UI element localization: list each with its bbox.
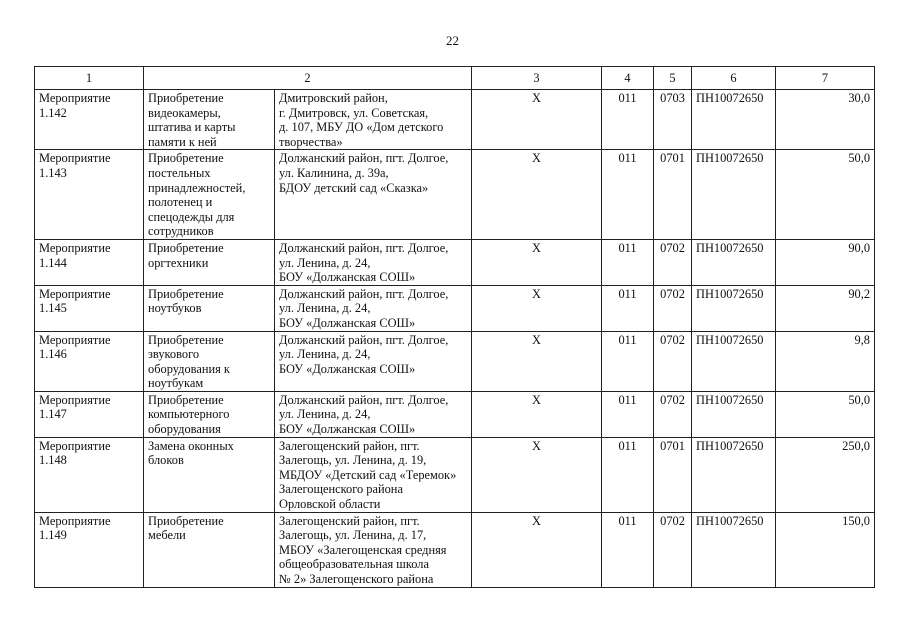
target-code-cell: ПН10072650 [692,331,776,391]
address-cell-line: ул. Ленина, д. 24, [279,347,371,362]
header-col-4: 4 [602,67,654,90]
event-cell-line: 1.142 [39,105,67,120]
description-cell [144,391,275,437]
description-cell-line: Приобретение [148,332,224,347]
target-code-cell: ПН10072650 [692,437,776,512]
amount-cell: 9,8 [776,331,875,391]
event-cell-line: Мероприятие [39,332,111,347]
target-code-cell: ПН10072650 [692,285,776,331]
event-cell [35,437,144,512]
event-cell [35,512,144,587]
address-cell-line: Орловской области [279,497,381,512]
x-mark-cell: Х [472,391,602,437]
header-col-3: 3 [472,67,602,90]
address-cell-line: ул. Калинина, д. 39а, [279,165,389,180]
event-cell-line: Мероприятие [39,240,111,255]
description-cell-line: Приобретение [148,240,224,255]
grbs-code-cell: 011 [602,90,654,150]
address-cell-line: творчества» [279,134,343,149]
description-cell-line: полотенец и [148,195,213,210]
event-cell [35,239,144,285]
address-cell-line: БОУ «Должанская СОШ» [279,270,416,285]
event-cell-line: 1.149 [39,528,67,543]
event-cell [35,391,144,437]
x-mark-cell: Х [472,239,602,285]
description-cell-line: блоков [148,453,184,468]
amount-cell: 50,0 [776,391,875,437]
target-code-cell: ПН10072650 [692,90,776,150]
grbs-code-cell: 011 [602,331,654,391]
x-mark-cell: Х [472,437,602,512]
address-cell [275,239,472,285]
address-cell-line: Залегощенского района [279,482,403,497]
target-code-cell: ПН10072650 [692,150,776,240]
event-cell-line: 1.143 [39,165,67,180]
address-cell [275,90,472,150]
description-cell-line: штатива и карты [148,120,236,135]
description-cell [144,90,275,150]
grbs-code-cell: 011 [602,285,654,331]
target-code-cell: ПН10072650 [692,512,776,587]
section-code-cell: 0701 [654,437,692,512]
address-cell-line: БДОУ детский сад «Сказка» [279,180,429,195]
target-code-cell: ПН10072650 [692,239,776,285]
description-cell-line: сотрудников [148,224,214,239]
description-cell-line: Приобретение [148,151,224,166]
table-body [35,90,875,588]
section-code-cell: 0702 [654,331,692,391]
header-col-7: 7 [776,67,875,90]
description-cell-line: Приобретение [148,392,224,407]
event-cell-line: 1.148 [39,453,67,468]
description-cell-line: памяти к ней [148,134,217,149]
section-code-cell: 0703 [654,90,692,150]
address-cell [275,285,472,331]
description-cell-line: принадлежностей, [148,180,246,195]
address-cell [275,512,472,587]
description-cell [144,437,275,512]
description-cell-line: спецодежды для [148,209,235,224]
budget-table [34,66,875,588]
grbs-code-cell: 011 [602,512,654,587]
event-cell-line: Мероприятие [39,151,111,166]
table-row [35,150,875,240]
address-cell-line: МБОУ «Залегощенская средняя [279,542,447,557]
description-cell-line: Приобретение [148,91,224,105]
address-cell-line: БОУ «Должанская СОШ» [279,422,416,437]
description-cell-line: оборудования к [148,361,230,376]
page-number: 22 [446,33,459,48]
address-cell-line: МБДОУ «Детский сад «Теремок» [279,467,457,482]
x-mark-cell: Х [472,150,602,240]
description-cell-line: ноутбуков [148,301,202,316]
description-cell [144,285,275,331]
grbs-code-cell: 011 [602,437,654,512]
event-cell-line: 1.146 [39,347,67,362]
event-cell [35,90,144,150]
description-cell-line: видеокамеры, [148,105,221,120]
address-cell-line: ул. Ленина, д. 24, [279,407,371,422]
section-code-cell: 0702 [654,512,692,587]
header-col-5: 5 [654,67,692,90]
address-cell [275,391,472,437]
event-cell-line: Мероприятие [39,91,111,105]
description-cell-line: Приобретение [148,286,224,301]
description-cell [144,512,275,587]
address-cell-line: Должанский район, пгт. Долгое, [279,151,449,166]
section-code-cell: 0702 [654,285,692,331]
event-cell [35,331,144,391]
x-mark-cell: Х [472,512,602,587]
amount-cell: 50,0 [776,150,875,240]
section-code-cell: 0702 [654,239,692,285]
description-cell-line: звукового [148,347,200,362]
address-cell-line: Должанский район, пгт. Долгое, [279,332,449,347]
description-cell-line: постельных [148,165,211,180]
target-code-cell: ПН10072650 [692,391,776,437]
amount-cell: 150,0 [776,512,875,587]
header-col-6: 6 [692,67,776,90]
header-row [35,67,875,90]
amount-cell: 250,0 [776,437,875,512]
address-cell-line: Должанский район, пгт. Долгое, [279,240,449,255]
event-cell-line: Мероприятие [39,513,111,528]
address-cell-line: Залегощь, ул. Ленина, д. 19, [279,453,427,468]
event-cell-line: 1.144 [39,255,67,270]
address-cell-line: Должанский район, пгт. Долгое, [279,286,449,301]
section-code-cell: 0702 [654,391,692,437]
description-cell-line: компьютерного [148,407,230,422]
grbs-code-cell: 011 [602,150,654,240]
address-cell-line: Залегощенский район, пгт. [279,513,420,528]
address-cell-line: № 2» Залегощенского района [279,572,434,587]
description-cell-line: Приобретение [148,513,224,528]
event-cell-line: 1.145 [39,301,67,316]
table-row [35,239,875,285]
address-cell-line: БОУ «Должанская СОШ» [279,315,416,330]
amount-cell: 30,0 [776,90,875,150]
grbs-code-cell: 011 [602,239,654,285]
address-cell-line: ул. Ленина, д. 24, [279,301,371,316]
event-cell-line: Мероприятие [39,286,111,301]
address-cell-line: БОУ «Должанская СОШ» [279,361,416,376]
address-cell-line: Дмитровский район, [279,91,388,105]
address-cell-line: общеобразовательная школа [279,557,429,572]
table-row [35,512,875,587]
x-mark-cell: Х [472,331,602,391]
address-cell [275,150,472,240]
address-cell-line: г. Дмитровск, ул. Советская, [279,105,429,120]
event-cell-line: 1.147 [39,407,67,422]
address-cell-line: д. 107, МБУ ДО «Дом детского [279,120,444,135]
event-cell [35,285,144,331]
address-cell-line: Должанский район, пгт. Долгое, [279,392,449,407]
description-cell-line: мебели [148,528,186,543]
address-cell [275,331,472,391]
address-cell-line: Залегощенский район, пгт. [279,438,420,453]
table-row [35,285,875,331]
event-cell [35,150,144,240]
x-mark-cell: Х [472,90,602,150]
description-cell [144,331,275,391]
header-col-2: 2 [144,67,472,90]
description-cell-line: оргтехники [148,255,209,270]
table-row [35,331,875,391]
table-row [35,391,875,437]
table-row [35,437,875,512]
description-cell-line: Замена оконных [148,438,234,453]
event-cell-line: Мероприятие [39,438,111,453]
description-cell [144,150,275,240]
description-cell-line: ноутбукам [148,376,204,391]
header-col-1: 1 [35,67,144,90]
event-cell-line: Мероприятие [39,392,111,407]
description-cell [144,239,275,285]
section-code-cell: 0701 [654,150,692,240]
address-cell-line: Залегощь, ул. Ленина, д. 17, [279,528,427,543]
description-cell-line: оборудования [148,422,221,437]
address-cell-line: ул. Ленина, д. 24, [279,255,371,270]
x-mark-cell: Х [472,285,602,331]
amount-cell: 90,0 [776,239,875,285]
grbs-code-cell: 011 [602,391,654,437]
amount-cell: 90,2 [776,285,875,331]
address-cell [275,437,472,512]
table-row [35,90,875,150]
